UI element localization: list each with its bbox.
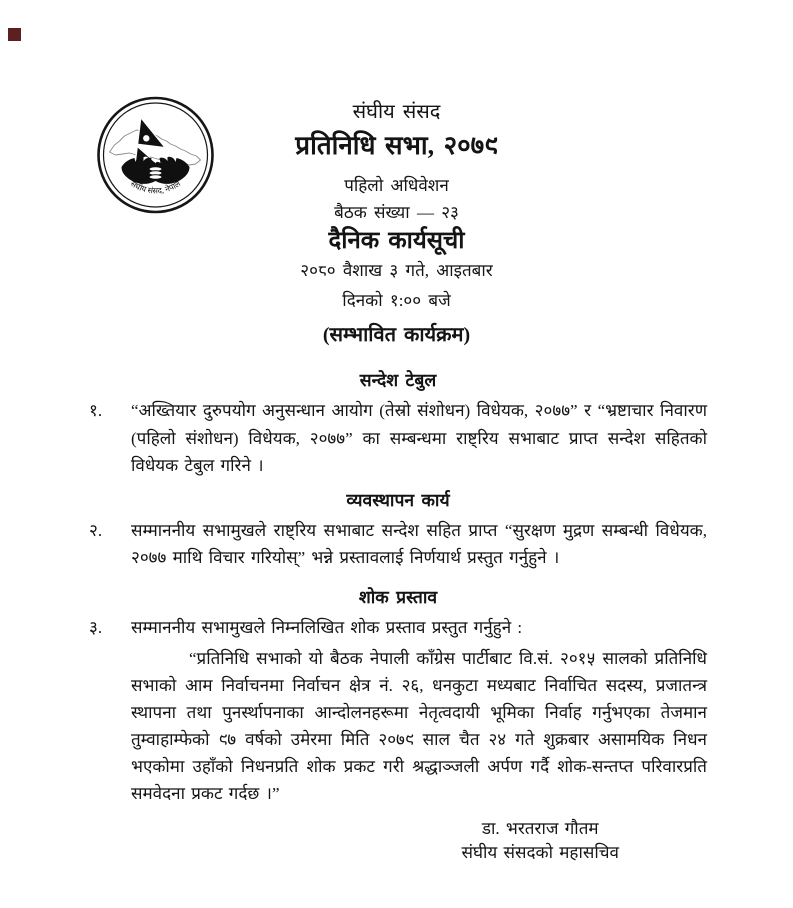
item-text: सम्माननीय सभामुखले राष्ट्रिय सभाबाट सन्देश सहित प्राप्त “सुरक्षण मुद्रण सम्बन्धी विधेयक, २०७७ माथि विचार गरियोस्” भन्ने प्रस्तावलाई निर्णयार्थ प्रस्तुत गर्नुहुने । (131, 520, 707, 567)
seal-caption: संघीय संसद, नेपाल (128, 179, 183, 196)
coil-icon (149, 167, 162, 180)
item-number: २. (89, 520, 103, 540)
signatory-title: संघीय संसदको महासचिव (461, 843, 619, 862)
signatory-name: डा. भरतराज गौतम (481, 819, 599, 838)
section-heading: व्यवस्थापन कार्य (346, 489, 450, 510)
assembly-title: प्रतिनिधि सभा, २०७९ (295, 131, 498, 160)
section-legislative-business (89, 488, 707, 572)
section-condolence-motion (89, 585, 707, 808)
agenda-content (89, 368, 707, 865)
section-heading: शोक प्रस्ताव (358, 586, 438, 607)
programme-label: (सम्भावित कार्यक्रम) (322, 324, 471, 346)
signature-block (461, 817, 619, 865)
item-text: “अख्तियार दुरुपयोग अनुसन्धान आयोग (तेस्रो संशोधन) विधेयक, २०७७” र “भ्रष्टाचार निवारण (पहिलो संशोधन) विधेयक, २०७७” का सम्बन्धमा राष्ट्रिय सभाबाट प्राप्त सन्देश सहितको विधेयक टेबुल गरिने । (131, 401, 707, 475)
item-number: ३. (89, 617, 103, 637)
agenda-item (89, 397, 707, 480)
date-line: २०८० वैशाख ३ गते, आइतबार (300, 261, 493, 280)
item-body (131, 397, 707, 480)
condolence-paragraph: “प्रतिनिधि सभाको यो बैठक नेपाली काँग्रेस पार्टीबाट वि.सं. २०१५ सालको प्रतिनिधि सभाको आम निर्वाचनमा निर्वाचन क्षेत्र नं. २६, धनकुटा मध्यबाट निर्वाचित सदस्य, प्रजातन्त्र स्थापना तथा पुनर्स्थापनाका आन्दोलनहरूमा नेतृत्वदायी भूमिका निर्वाह गर्नुभएका तेजमान तुम्वाहाम्फेको ९७ वर्षको उमेरमा मिति २०७९ साल चैत २४ गते शुक्रबार असामयिक निधन भएकोमा उहाँको निधनप्रति शोक प्रकट गरी श्रद्धाञ्जली अर्पण गर्दै शोक-सन्तप्त परिवारप्रति समवेदना प्रकट गर्दछ ।” (131, 649, 707, 803)
org-name: संघीय संसद (352, 101, 441, 123)
agenda-item (89, 517, 707, 572)
time-line: दिनको १:०० बजे (342, 291, 451, 310)
agenda-item (89, 614, 707, 808)
meeting-number: बैठक संख्या — २३ (334, 203, 459, 222)
document-title: दैनिक कार्यसूची (328, 228, 465, 254)
parliament-seal-icon (95, 95, 216, 215)
section-message-table (89, 368, 707, 480)
corner-marker (8, 28, 21, 41)
session-line: पहिलो अधिवेशन (344, 176, 449, 195)
item-text: सम्माननीय सभामुखले निम्नलिखित शोक प्रस्ताव प्रस्तुत गर्नुहुने : (131, 617, 523, 637)
parliament-seal-logo (95, 95, 216, 215)
section-heading: सन्देश टेबुल (359, 370, 437, 390)
item-body (131, 614, 707, 808)
item-body (131, 517, 707, 572)
item-number: १. (89, 401, 103, 420)
